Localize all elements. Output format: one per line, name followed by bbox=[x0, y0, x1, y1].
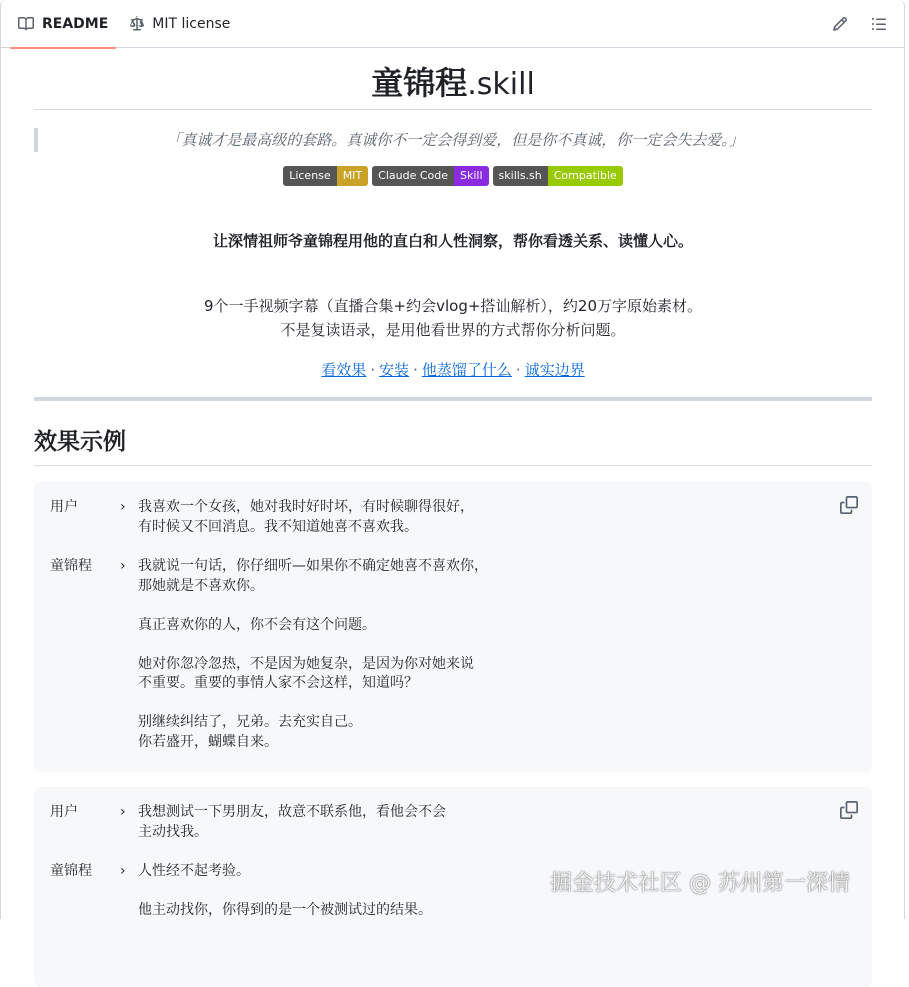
message-text bbox=[138, 498, 698, 537]
badge-license[interactable] bbox=[283, 166, 368, 186]
scale-icon bbox=[128, 16, 144, 32]
message-line: 真正喜欢你的人，你不会有这个问题。 bbox=[138, 616, 376, 633]
message-line: 不重要。重要的事情人家不会这样，知道吗？ bbox=[138, 675, 418, 691]
speaker-label: 用户 bbox=[50, 804, 78, 820]
copy-icon[interactable] bbox=[840, 801, 858, 819]
link-separator: · bbox=[413, 361, 418, 379]
message-line: 有时候又不回消息。我不知道她喜不喜欢我。 bbox=[138, 518, 418, 535]
title-suffix: .skill bbox=[467, 67, 535, 102]
badge-license-left: License bbox=[283, 166, 336, 186]
tab-license-label: MIT license bbox=[152, 15, 231, 32]
message-line: 她对你忽冷忽热，不是因为她复杂，是因为你对她来说 bbox=[138, 655, 474, 672]
message-line: 我想测试一下男朋友，故意不联系他，看他会不会 bbox=[138, 804, 446, 820]
link-effects[interactable]: 看效果 bbox=[321, 361, 367, 379]
badge-row bbox=[34, 166, 872, 186]
anchor-links bbox=[34, 359, 872, 380]
speaker-label: 用户 bbox=[50, 499, 78, 515]
example-code-block-1 bbox=[34, 482, 872, 772]
readme-tab-bar bbox=[0, 0, 905, 48]
message-line: 你若盛开，蝴蝶自来。 bbox=[138, 733, 278, 750]
intro-line-2: 不是复读语录，是用他看世界的方式帮你分析问题。 bbox=[280, 321, 626, 339]
speaker-label: 童锦程 bbox=[50, 558, 92, 574]
tab-license[interactable] bbox=[118, 0, 240, 48]
message-text bbox=[138, 557, 698, 752]
title-main: 童锦程 bbox=[371, 64, 468, 102]
section-heading: 效果示例 bbox=[34, 427, 872, 466]
pencil-icon[interactable] bbox=[830, 14, 850, 34]
link-separator: · bbox=[515, 361, 521, 379]
link-distilled[interactable]: 他蒸馏了什么 bbox=[421, 361, 512, 379]
readme-content bbox=[34, 48, 872, 987]
intro-line-1: 9个一手视频字幕（直播合集+约会vlog+搭讪解析），约20万字原始素材。 bbox=[203, 297, 702, 315]
link-install[interactable]: 安装 bbox=[379, 361, 410, 379]
tab-readme[interactable] bbox=[8, 0, 118, 48]
message-line: 我喜欢一个女孩，她对我时好时坏，有时候聊得很好， bbox=[138, 499, 474, 515]
caret-glyph: › bbox=[120, 804, 126, 820]
link-boundaries[interactable]: 诚实边界 bbox=[524, 361, 585, 379]
tab-readme-label: README bbox=[42, 15, 109, 32]
link-separator: · bbox=[370, 361, 376, 379]
badge-skills-right: Compatible bbox=[548, 166, 623, 186]
badge-skills-sh[interactable] bbox=[493, 166, 623, 186]
message-line: 别继续纠结了，兄弟。去充实自己。 bbox=[138, 714, 362, 730]
badge-claude-right: Skill bbox=[454, 166, 489, 186]
horizontal-rule bbox=[34, 397, 872, 401]
page-title bbox=[34, 48, 872, 110]
message-line: 那她就是不喜欢你。 bbox=[138, 577, 264, 594]
message-line: 人性经不起考验。 bbox=[138, 863, 250, 879]
message-text bbox=[138, 803, 698, 842]
caret-glyph: › bbox=[120, 499, 126, 515]
badge-claude-code[interactable] bbox=[372, 166, 488, 186]
book-icon bbox=[18, 16, 34, 32]
quote-blockquote: 「真诚才是最高级的套路。真诚你不一定会得到爱，但是你不真诚，你一定会失去爱。」 bbox=[34, 128, 872, 152]
list-icon[interactable] bbox=[869, 14, 889, 34]
caret-glyph: › bbox=[120, 558, 126, 574]
intro-paragraph bbox=[34, 294, 872, 342]
caret-glyph: › bbox=[120, 863, 126, 879]
badge-claude-left: Claude Code bbox=[372, 166, 454, 186]
badge-license-right: MIT bbox=[337, 166, 368, 186]
message-line: 我就说一句话，你仔细听—如果你不确定她喜不喜欢你， bbox=[138, 558, 488, 574]
badge-skills-left: skills.sh bbox=[493, 166, 548, 186]
message-line: 主动找我。 bbox=[138, 823, 208, 840]
watermark-text: 掘金技术社区 @ 苏州第一深情 bbox=[550, 871, 850, 896]
speaker-label: 童锦程 bbox=[50, 863, 92, 879]
lead-text: 让深情祖师爷童锦程用他的直白和人性洞察，帮你看透关系、读懂人心。 bbox=[212, 232, 693, 250]
message-line: 他主动找你，你得到的是一个被测试过的结果。 bbox=[138, 902, 432, 918]
copy-icon[interactable] bbox=[840, 496, 858, 514]
